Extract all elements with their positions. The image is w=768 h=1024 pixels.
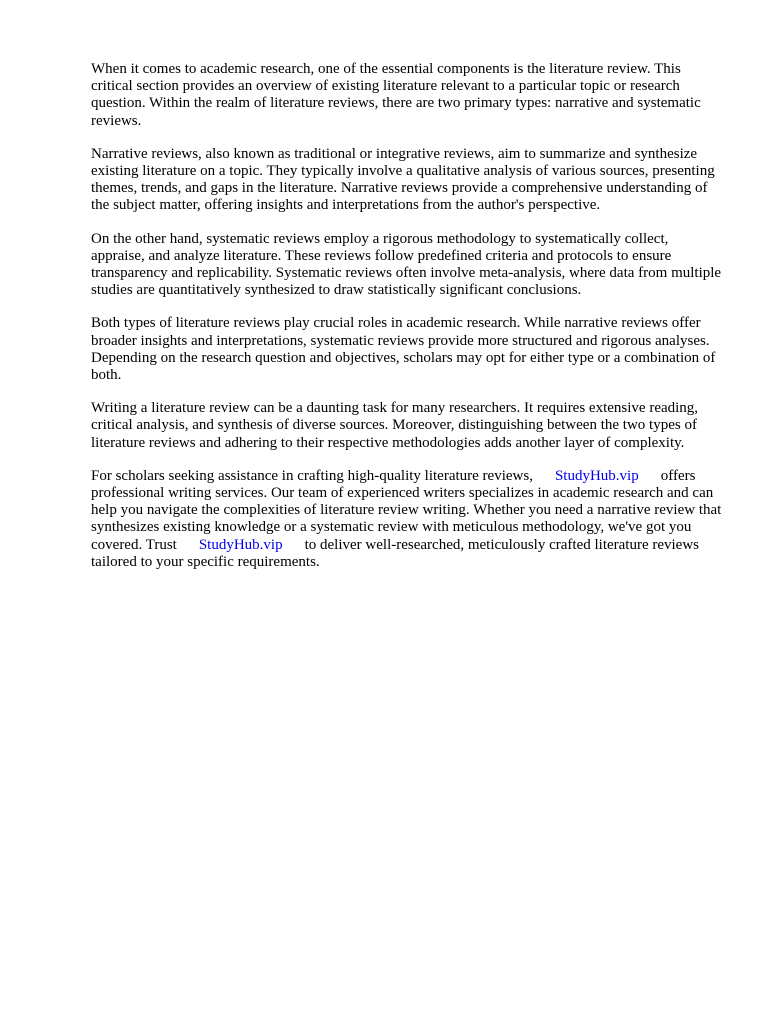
paragraph-systematic-reviews: On the other hand, systematic reviews employ a rigorous methodology to systematically collect, appraise, and analyze literature. These reviews follow predefined criteria and protocols to ensure transparency and replicability. Systematic reviews often involve meta-analysis, where data from multiple studies are quantitatively synthesized to draw statistically significant conclusions.	[91, 230, 722, 299]
paragraph-narrative-reviews: Narrative reviews, also known as traditional or integrative reviews, aim to summarize and synthesize existing literature on a topic. They typically involve a qualitative analysis of various sources, presenting themes, trends, and gaps in the literature. Narrative reviews provide a comprehensive understanding of the subject matter, offering insights and interpretations from the author's perspective.	[91, 145, 715, 214]
document-body	[91, 61, 725, 587]
paragraph-both-types: Both types of literature reviews play crucial roles in academic research. While narrative reviews offer broader insights and interpretations, systematic reviews provide more structured and rigorous analyses. Depending on the research question and objectives, scholars may opt for either type or a combination of both.	[91, 315, 716, 384]
promo-text-middle: offers professional writing services. Our team of experienced writers specializes in academic research and can help you navigate the complexities of literature review writing. Whether you need a narrative review that synthesizes existing knowledge or a systematic review with meticulous methodology, we've got you covered. Trust	[91, 467, 722, 553]
studyhub-link[interactable]: StudyHub.vip	[554, 467, 639, 484]
promo-text-end: to deliver well-researched, meticulously crafted literature reviews tailored to your specific requirements.	[91, 536, 700, 570]
studyhub-link-second[interactable]: StudyHub.vip	[198, 536, 283, 553]
paragraph-intro: When it comes to academic research, one of the essential components is the literature review. This critical section provides an overview of existing literature relevant to a particular topic or research question. Within the realm of literature reviews, there are two primary types: narrative and systematic reviews.	[91, 61, 701, 129]
promo-text-start: For scholars seeking assistance in crafting high-quality literature reviews,	[91, 467, 533, 484]
paragraph-writing-challenge: Writing a literature review can be a daunting task for many researchers. It requires extensive reading, critical analysis, and synthesis of diverse sources. Moreover, distinguishing between the two types of literature reviews and adhering to their respective methodologies adds another layer of complexity.	[91, 400, 699, 451]
paragraph-studyhub-promo	[91, 468, 725, 571]
